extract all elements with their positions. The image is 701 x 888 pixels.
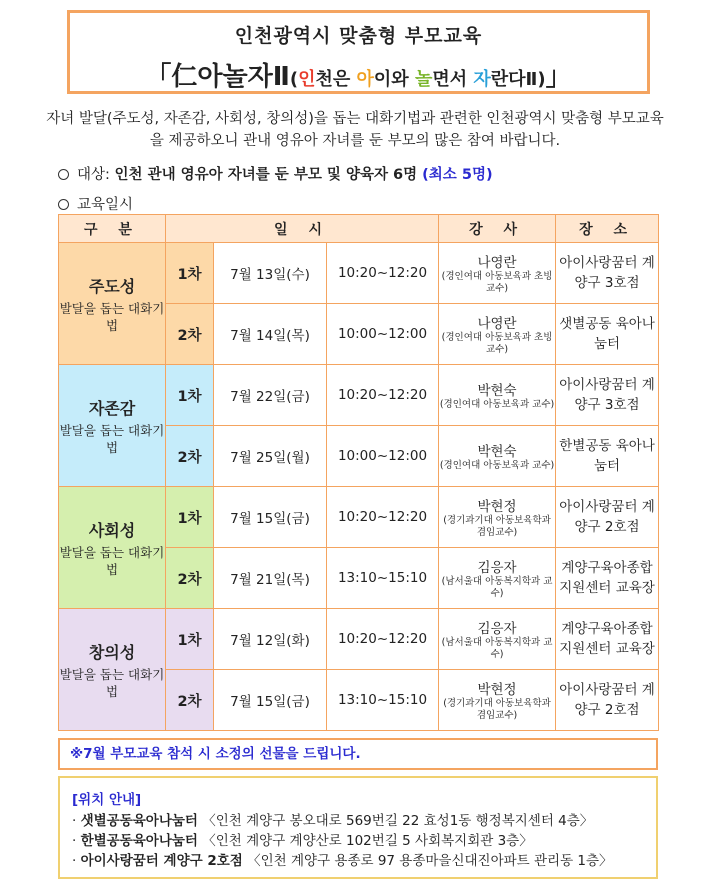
location-item: · 한별공동육아나눔터 〈인천 계양구 계양산로 102번길 5 사회복지회관 3층〉 [72, 833, 533, 849]
location-address: 〈인천 계양구 용종로 97 용종마을신대진아파트 관리동 1층〉 [247, 853, 613, 869]
schedule-line [58, 193, 133, 214]
header-place: 장 소 [556, 215, 659, 243]
circle-bullet-icon [58, 199, 69, 210]
time-cell: 10:20~12:20 [327, 365, 439, 426]
intro-text: 자녀 발달(주도성, 자존감, 사회성, 창의성)을 돕는 대화기법과 관련한 인천광역시 맞춤형 부모교육을 제공하오니 관내 영유아 자녀를 둔 부모의 많은 참여 바랍니다. [46, 111, 664, 149]
sub-part: 놀 [414, 69, 433, 90]
category-desc: 발달을 돕는 대화기법 [59, 544, 165, 577]
time-cell: 10:20~12:20 [327, 609, 439, 670]
instructor-affiliation: (경인여대 아동보육과 초빙교수) [441, 271, 553, 294]
sub-part: 이와 [373, 69, 415, 90]
location-title: [위치 안내] [72, 792, 142, 808]
location-name: 아이사랑꿈터 계양구 2호점 [80, 853, 243, 869]
place-cell: 아이사랑꿈터 계양구 2호점 [556, 670, 659, 731]
instructor-affiliation: (남서울대 아동복지학과 교수) [441, 637, 553, 660]
target-text: 인천 관내 영유아 자녀를 둔 부모 및 양육자 6명 [114, 167, 423, 183]
date-cell: 7월 13일(수) [214, 243, 327, 304]
header-datetime: 일 시 [166, 215, 439, 243]
location-address: 〈인천 계양구 계양산로 102번길 5 사회복지회관 3층〉 [202, 833, 533, 849]
instructor-affiliation: (남서울대 아동복지학과 교수) [441, 576, 553, 599]
instructor-cell [439, 548, 556, 609]
gift-notice: ※7월 부모교육 참석 시 소정의 선물을 드립니다. [58, 738, 658, 770]
place-cell: 한별공동 육아나눔터 [556, 426, 659, 487]
instructor-name: 나영란 [477, 255, 517, 271]
date-cell: 7월 15일(금) [214, 670, 327, 731]
round-cell: 2차 [166, 670, 214, 731]
category-desc: 발달을 돕는 대화기법 [59, 666, 165, 699]
category-cell [59, 609, 166, 731]
instructor-name: 김응자 [477, 560, 517, 576]
instructor-cell [439, 487, 556, 548]
location-name: 한별공동육아나눔터 [80, 833, 198, 849]
location-address: 〈인천 계양구 봉오대로 569번길 22 효성1동 행정복지센터 4층〉 [202, 813, 594, 829]
round-cell: 2차 [166, 426, 214, 487]
target-min: (최소 5명) [422, 167, 493, 183]
round-cell: 1차 [166, 487, 214, 548]
time-cell: 10:00~12:00 [327, 426, 439, 487]
schedule-table [58, 214, 659, 731]
table-row [59, 243, 659, 304]
place-cell: 샛별공동 육아나눔터 [556, 304, 659, 365]
instructor-cell [439, 670, 556, 731]
place-cell: 아이사랑꿈터 계양구 3호점 [556, 365, 659, 426]
instructor-affiliation: (경기과기대 아동보육학과 겸임교수) [443, 515, 551, 538]
table-row [59, 487, 659, 548]
place-cell: 계양구육아종합 지원센터 교육장 [556, 609, 659, 670]
instructor-affiliation: (경기과기대 아동보육학과 겸임교수) [443, 698, 551, 721]
category-name: 창의성 [88, 642, 136, 662]
circle-bullet-icon [58, 169, 69, 180]
program-title [70, 56, 647, 93]
round-cell: 1차 [166, 243, 214, 304]
date-cell: 7월 15일(금) [214, 487, 327, 548]
bracket-close: 」 [545, 62, 572, 92]
instructor-cell [439, 609, 556, 670]
category-name: 자존감 [88, 398, 136, 418]
schedule-label: 교육일시 [77, 197, 134, 213]
instructor-cell [439, 243, 556, 304]
category-name: 사회성 [88, 520, 136, 540]
category-cell [59, 243, 166, 365]
instructor-name: 김응자 [477, 621, 517, 637]
category-desc: 발달을 돕는 대화기법 [59, 300, 165, 333]
sub-part: 인 [298, 69, 316, 90]
header-instructor: 강 사 [439, 215, 556, 243]
round-cell: 1차 [166, 365, 214, 426]
instructor-name: 나영란 [477, 316, 517, 332]
sub-part: 아 [356, 69, 374, 90]
instructor-name: 박현숙 [477, 444, 517, 460]
date-cell: 7월 14일(목) [214, 304, 327, 365]
program-subtitle [290, 69, 546, 90]
time-cell: 10:20~12:20 [327, 243, 439, 304]
category-cell [59, 487, 166, 609]
time-cell: 13:10~15:10 [327, 548, 439, 609]
time-cell: 13:10~15:10 [327, 670, 439, 731]
location-item: · 샛별공동육아나눔터 〈인천 계양구 봉오대로 569번길 22 효성1동 행정복지센터 4층〉 [72, 813, 594, 829]
table-header-row [59, 215, 659, 243]
category-name: 주도성 [88, 276, 136, 296]
date-cell: 7월 22일(금) [214, 365, 327, 426]
time-cell: 10:20~12:20 [327, 487, 439, 548]
category-desc: 발달을 돕는 대화기법 [59, 422, 165, 455]
program-logo: 仁아놀자Ⅱ [171, 62, 290, 92]
target-line [58, 163, 493, 184]
place-cell: 아이사랑꿈터 계양구 3호점 [556, 243, 659, 304]
date-cell: 7월 25일(월) [214, 426, 327, 487]
instructor-name: 박현정 [477, 682, 517, 698]
table-row [59, 609, 659, 670]
round-cell: 1차 [166, 609, 214, 670]
place-cell: 아이사랑꿈터 계양구 2호점 [556, 487, 659, 548]
title-box [67, 10, 650, 94]
instructor-cell [439, 426, 556, 487]
bracket-open: 「 [145, 62, 172, 92]
instructor-affiliation: (경인여대 아동보육과 교수) [439, 460, 555, 471]
instructor-name: 박현정 [477, 499, 517, 515]
round-cell: 2차 [166, 548, 214, 609]
location-item: · 아이사랑꿈터 계양구 2호점 〈인천 계양구 용종로 97 용종마을신대진아파트 관리동 1층〉 [72, 853, 613, 869]
location-name: 샛별공동육아나눔터 [80, 813, 198, 829]
date-cell: 7월 21일(목) [214, 548, 327, 609]
place-cell: 계양구육아종합 지원센터 교육장 [556, 548, 659, 609]
instructor-cell [439, 365, 556, 426]
category-cell [59, 365, 166, 487]
sub-part: 자 [473, 69, 491, 90]
header-category: 구 분 [59, 215, 166, 243]
target-label: 대상: [77, 167, 115, 183]
time-cell: 10:00~12:00 [327, 304, 439, 365]
sub-part: 면서 [432, 69, 474, 90]
sub-part: ( [289, 69, 299, 90]
sub-part: 란다Ⅱ) [490, 69, 546, 90]
instructor-affiliation: (경인여대 아동보육과 초빙교수) [441, 332, 553, 355]
date-cell: 7월 12일(화) [214, 609, 327, 670]
sub-part: 천은 [315, 69, 357, 90]
table-row [59, 365, 659, 426]
page-title: 인천광역시 맞춤형 부모교육 [234, 25, 483, 47]
round-cell: 2차 [166, 304, 214, 365]
location-box [58, 776, 658, 879]
instructor-affiliation: (경인여대 아동보육과 교수) [439, 399, 555, 410]
instructor-cell [439, 304, 556, 365]
instructor-name: 박현숙 [477, 383, 517, 399]
